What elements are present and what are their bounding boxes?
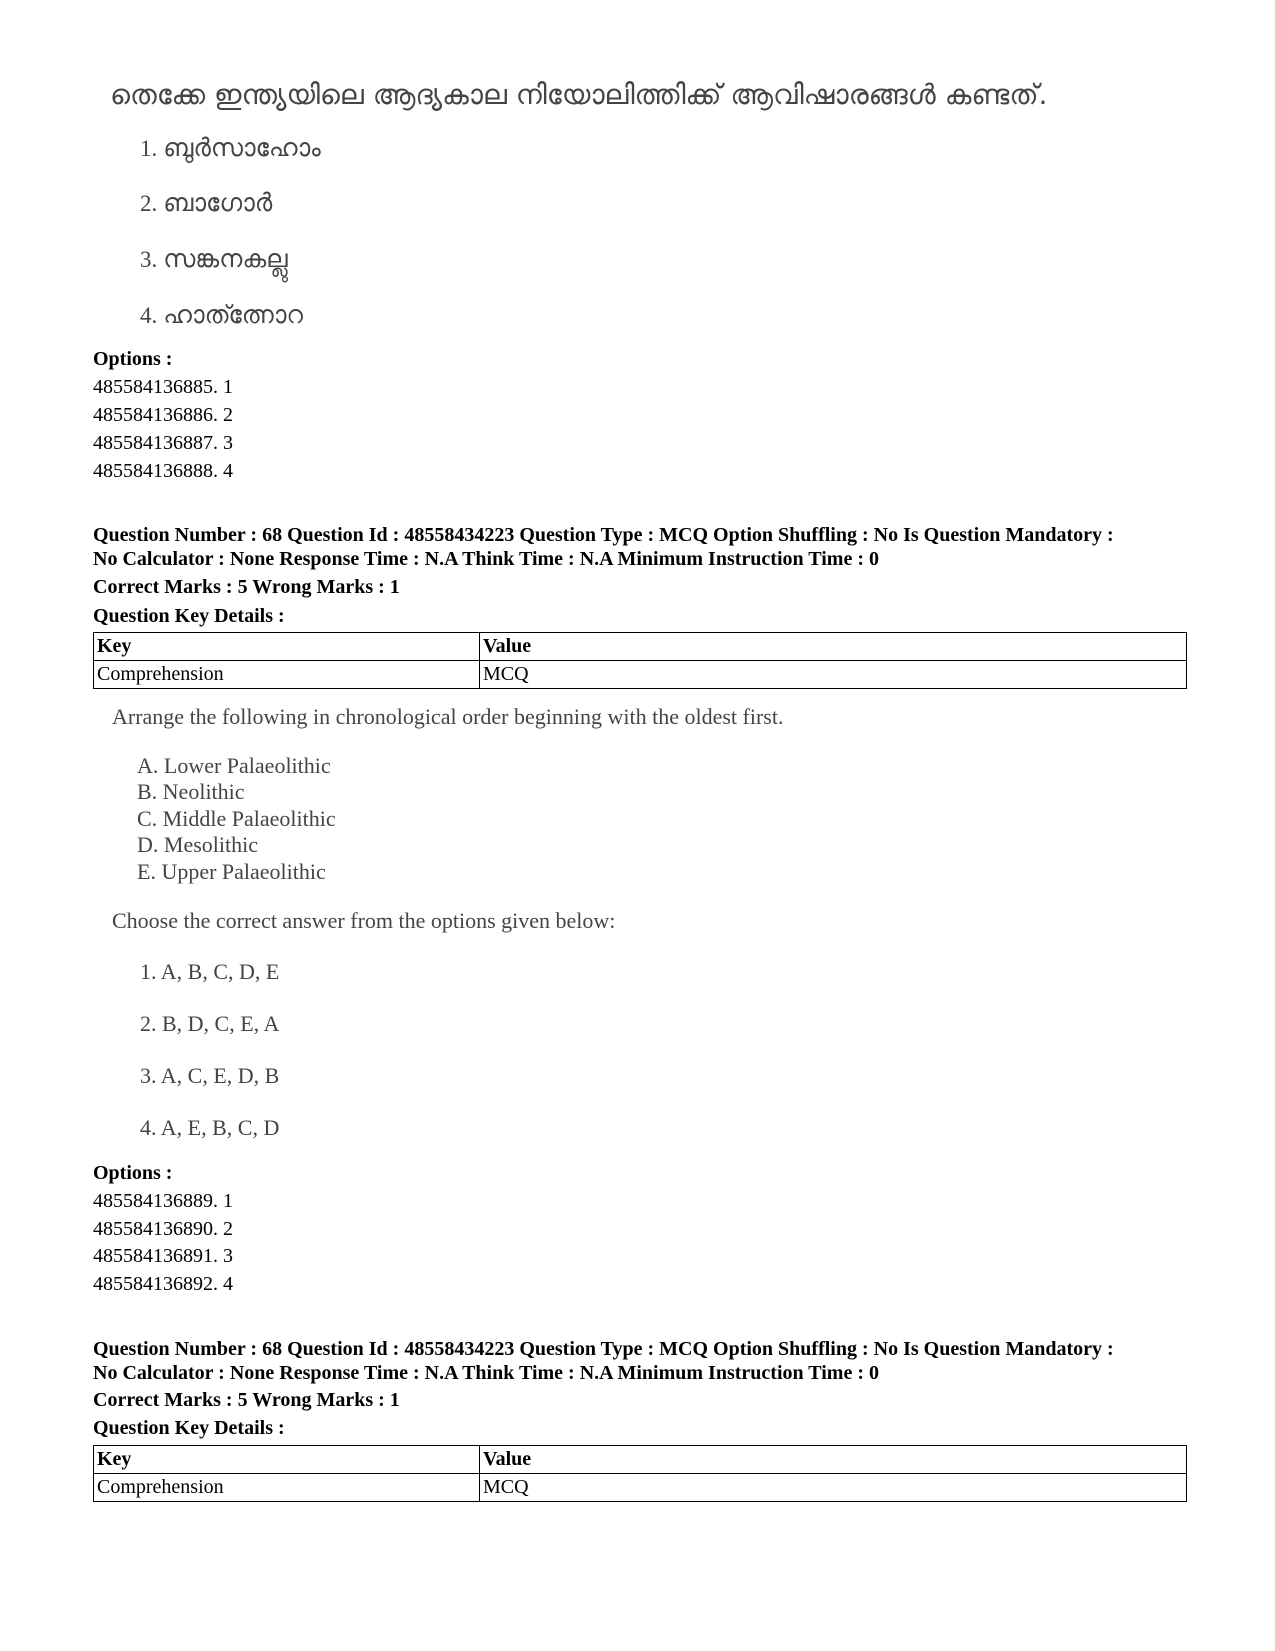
table-cell-value: MCQ xyxy=(480,661,1187,689)
key-details-heading: Question Key Details : xyxy=(93,1417,285,1439)
marks-line: Correct Marks : 5 Wrong Marks : 1 xyxy=(93,576,400,598)
question-meta-line1: Question Number : 68 Question Id : 48558434223 Question Type : MCQ Option Shuffling : No Is Question Mandatory : xyxy=(93,524,1114,546)
answer-choice: 1. A, B, C, D, E xyxy=(140,959,280,984)
key-value-table xyxy=(93,1445,1187,1502)
options-heading: Options : xyxy=(93,1162,173,1184)
ml-option-item xyxy=(140,133,321,163)
question-item: A. Lower Palaeolithic xyxy=(137,753,331,778)
ml-option-item xyxy=(140,188,272,218)
option-line: 485584136888. 4 xyxy=(93,460,233,482)
ml-option-text: ഹാത്ത്നോറ xyxy=(163,300,303,329)
table-row xyxy=(94,661,1187,689)
key-value-table xyxy=(93,632,1187,689)
table-header-key: Key xyxy=(94,633,480,661)
question-item: E. Upper Palaeolithic xyxy=(137,859,326,884)
question-meta-line1: Question Number : 68 Question Id : 48558434223 Question Type : MCQ Option Shuffling : No Is Question Mandatory : xyxy=(93,1338,1114,1360)
question-meta-line2: No Calculator : None Response Time : N.A Think Time : N.A Minimum Instruction Time : 0 xyxy=(93,1362,879,1384)
table-cell-key: Comprehension xyxy=(94,661,480,689)
ml-option-number: 2. xyxy=(140,191,158,216)
ml-option-item xyxy=(140,244,288,274)
ml-option-text: സങ്കനകല്ലു xyxy=(163,244,288,273)
options-heading: Options : xyxy=(93,348,173,370)
table-header-value: Value xyxy=(480,633,1187,661)
option-line: 485584136886. 2 xyxy=(93,404,233,426)
question-meta-line2: No Calculator : None Response Time : N.A Think Time : N.A Minimum Instruction Time : 0 xyxy=(93,548,879,570)
table-header-value: Value xyxy=(480,1446,1187,1474)
option-line: 485584136891. 3 xyxy=(93,1245,233,1267)
table-cell-key: Comprehension xyxy=(94,1474,480,1502)
marks-line: Correct Marks : 5 Wrong Marks : 1 xyxy=(93,1389,400,1411)
answer-choice: 2. B, D, C, E, A xyxy=(140,1011,280,1036)
option-line: 485584136885. 1 xyxy=(93,376,233,398)
question-text: Arrange the following in chronological order beginning with the oldest first. xyxy=(112,704,784,729)
answer-choice: 4. A, E, B, C, D xyxy=(140,1115,280,1140)
question-item: B. Neolithic xyxy=(137,779,245,804)
table-cell-value: MCQ xyxy=(480,1474,1187,1502)
key-details-heading: Question Key Details : xyxy=(93,605,285,627)
answer-choice: 3. A, C, E, D, B xyxy=(140,1063,280,1088)
table-header-row xyxy=(94,633,1187,661)
option-line: 485584136887. 3 xyxy=(93,432,233,454)
ml-question-title: തെക്കേ ഇന്ത്യയിലെ ആദ്യകാല നിയോലിത്തിക്ക് ആവിഷാരങ്ങൾ കണ്ടത്. xyxy=(110,78,1048,111)
table-header-row xyxy=(94,1446,1187,1474)
option-line: 485584136890. 2 xyxy=(93,1218,233,1240)
question-item: D. Mesolithic xyxy=(137,832,258,857)
ml-option-text: ബുർസാഹോം xyxy=(163,133,321,162)
table-row xyxy=(94,1474,1187,1502)
question-item: C. Middle Palaeolithic xyxy=(137,806,336,831)
table-header-key: Key xyxy=(94,1446,480,1474)
ml-option-item xyxy=(140,300,303,330)
option-line: 485584136892. 4 xyxy=(93,1273,233,1295)
choose-instruction: Choose the correct answer from the options given below: xyxy=(112,908,616,933)
ml-option-number: 3. xyxy=(140,247,158,272)
ml-option-number: 4. xyxy=(140,303,158,328)
option-line: 485584136889. 1 xyxy=(93,1190,233,1212)
ml-option-text: ബാഗോർ xyxy=(163,188,273,217)
ml-option-number: 1. xyxy=(140,136,158,161)
